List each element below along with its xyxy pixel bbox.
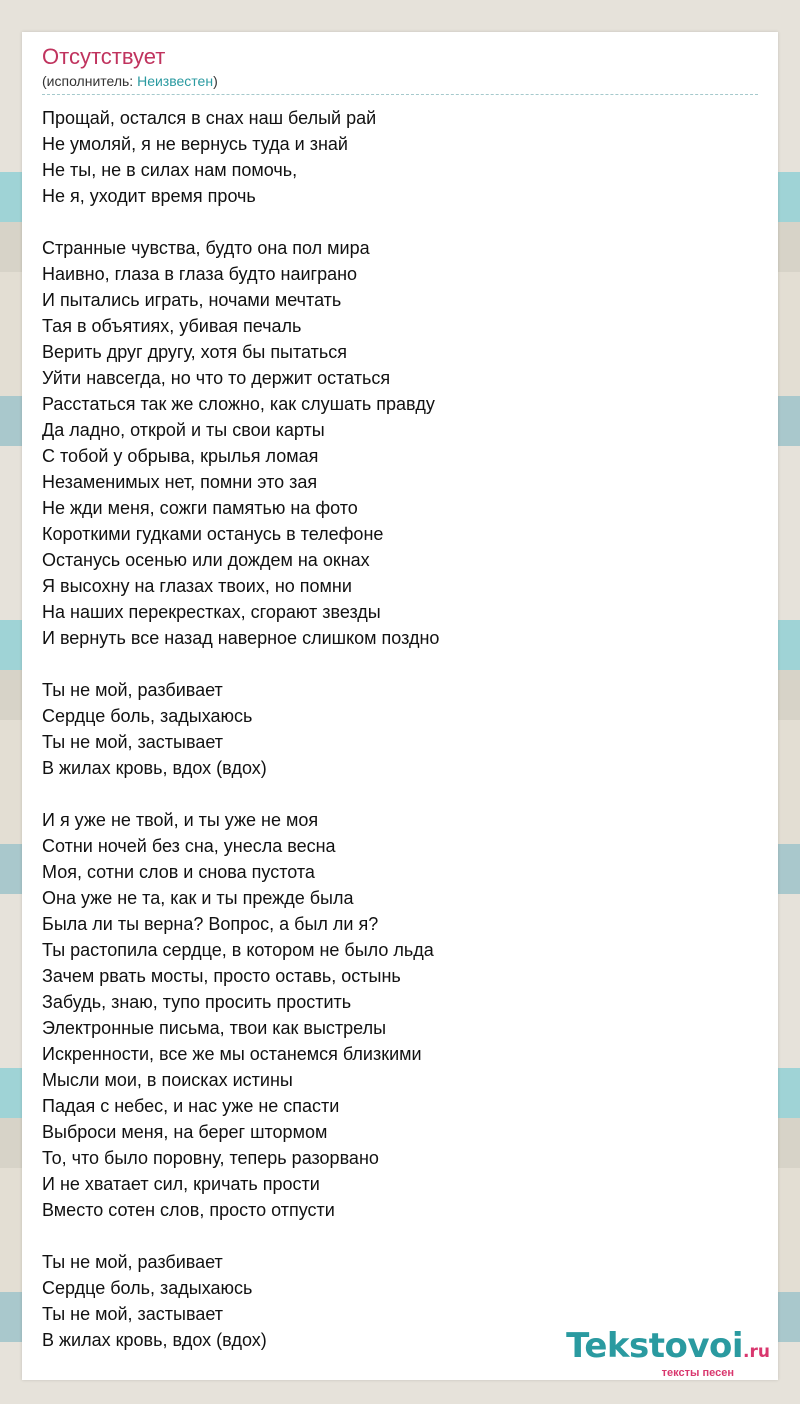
lyrics-line: Незаменимых нет, помни это зая: [42, 472, 318, 492]
lyrics-line: Наивно, глаза в глаза будто наиграно: [42, 264, 358, 284]
lyrics-card: [22, 32, 778, 1380]
lyrics-line: Останусь осенью или дождем на окнах: [42, 550, 370, 570]
lyrics-line: И я уже не твой, и ты уже не моя: [42, 810, 319, 830]
lyrics-line: Не ты, не в силах нам помочь,: [42, 160, 298, 180]
lyrics-stanza: [42, 105, 758, 209]
header-separator: [42, 94, 758, 95]
lyrics-line: Верить друг другу, хотя бы пытаться: [42, 342, 348, 362]
song-title: Отсутствует: [42, 44, 166, 69]
lyrics-line: Электронные письма, твои как выстрелы: [42, 1018, 387, 1038]
lyrics-line: С тобой у обрыва, крылья ломая: [42, 446, 319, 466]
lyrics-line: Она уже не та, как и ты прежде была: [42, 888, 354, 908]
lyrics-line: Не жди меня, сожги памятью на фото: [42, 498, 358, 518]
lyrics-line: Вместо сотен слов, просто отпусти: [42, 1200, 335, 1220]
lyrics-line: Расстаться так же сложно, как слушать правду: [42, 394, 435, 414]
lyrics-line: И не хватает сил, кричать прости: [42, 1174, 320, 1194]
lyrics-line: Да ладно, открой и ты свои карты: [42, 420, 325, 440]
lyrics-line: Ты не мой, разбивает: [42, 1252, 223, 1272]
lyrics-line: Моя, сотни слов и снова пустота: [42, 862, 315, 882]
lyrics-line: Сердце боль, задыхаюсь: [42, 1278, 253, 1298]
lyrics-line: Не я, уходит время прочь: [42, 186, 256, 206]
lyrics-line: Странные чувства, будто она пол мира: [42, 238, 370, 258]
lyrics-line: Сотни ночей без сна, унесла весна: [42, 836, 336, 856]
lyrics-line: Была ли ты верна? Вопрос, а был ли я?: [42, 914, 379, 934]
lyrics-stanza: [42, 677, 758, 781]
lyrics-line: Ты растопила сердце, в котором не было льда: [42, 940, 434, 960]
lyrics-stanza: [42, 807, 758, 1223]
lyrics-line: Падая с небес, и нас уже не спасти: [42, 1096, 340, 1116]
site-logo[interactable]: [566, 1326, 770, 1379]
lyrics-line: Не умоляй, я не вернусь туда и знай: [42, 134, 348, 154]
lyrics-line: Ты не мой, разбивает: [42, 680, 223, 700]
lyrics-line: В жилах кровь, вдох (вдох): [42, 758, 267, 778]
lyrics-line: На наших перекрестках, сгорают звезды: [42, 602, 381, 622]
performer-link[interactable]: Неизвестен: [137, 73, 214, 89]
lyrics-text: [42, 105, 758, 1379]
logo-tld: .ru: [743, 1342, 770, 1362]
lyrics-line: Сердце боль, задыхаюсь: [42, 706, 253, 726]
logo-name: Tekstovoi: [566, 1326, 744, 1366]
lyrics-line: Выброси меня, на берег штормом: [42, 1122, 328, 1142]
lyrics-line: То, что было поровну, теперь разорвано: [42, 1148, 379, 1168]
performer-prefix: (исполнитель:: [42, 73, 138, 89]
lyrics-line: Мысли мои, в поисках истины: [42, 1070, 293, 1090]
lyrics-stanza: [42, 235, 758, 651]
logo-tagline: тексты песен: [661, 1367, 734, 1379]
lyrics-line: И вернуть все назад наверное слишком поздно: [42, 628, 440, 648]
lyrics-line: Ты не мой, застывает: [42, 732, 224, 752]
lyrics-line: Я высохну на глазах твоих, но помни: [42, 576, 352, 596]
lyrics-line: Уйти навсегда, но что то держит остаться: [42, 368, 391, 388]
lyrics-line: Прощай, остался в снах наш белый рай: [42, 108, 377, 128]
lyrics-line: И пытались играть, ночами мечтать: [42, 290, 342, 310]
performer-suffix: ): [213, 73, 218, 89]
lyrics-line: Тая в объятиях, убивая печаль: [42, 316, 302, 336]
lyrics-line: Забудь, знаю, тупо просить простить: [42, 992, 352, 1012]
lyrics-line: Ты не мой, застывает: [42, 1304, 224, 1324]
lyrics-line: Искренности, все же мы останемся близкими: [42, 1044, 422, 1064]
lyrics-line: Короткими гудками останусь в телефоне: [42, 524, 384, 544]
performer-line: [42, 73, 218, 89]
lyrics-line: В жилах кровь, вдох (вдох): [42, 1330, 267, 1350]
lyrics-line: Зачем рвать мосты, просто оставь, остынь: [42, 966, 401, 986]
